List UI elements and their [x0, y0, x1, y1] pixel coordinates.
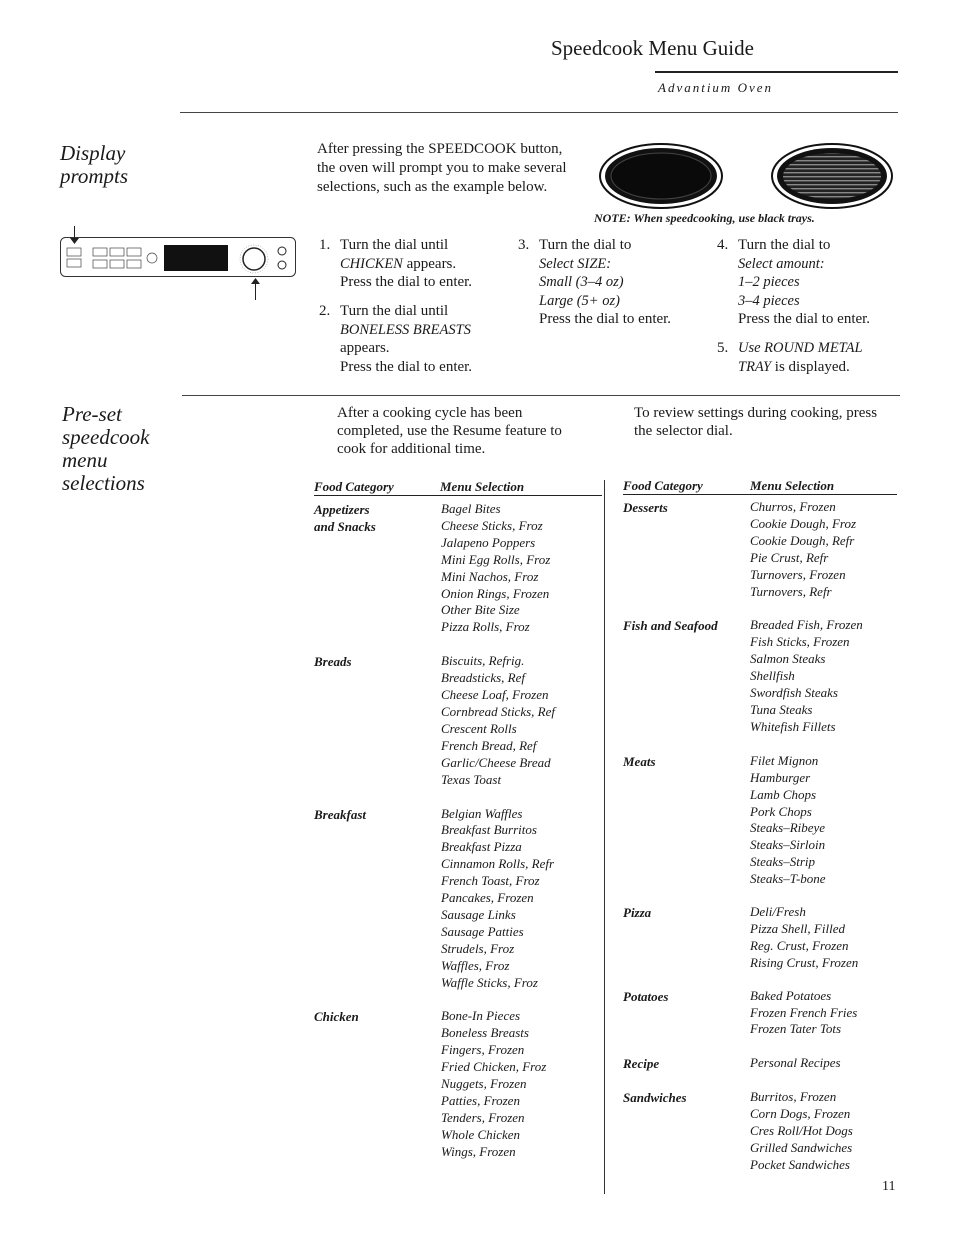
step-3: [518, 236, 708, 329]
step-number: 2.: [319, 303, 331, 319]
grooved-tray-icon: [770, 142, 894, 210]
menu-selection-item: Texas Toast: [441, 771, 502, 787]
food-category: Recipe: [623, 1056, 660, 1072]
menu-selection-item: Steaks–Strip: [750, 854, 815, 870]
menu-selection-item: Tuna Steaks: [750, 701, 813, 717]
tray-note: NOTE: When speedcooking, use black trays.: [594, 211, 815, 225]
menu-selection-list: [750, 1089, 853, 1174]
menu-selection-item: Frozen French Fries: [750, 1004, 858, 1020]
step-display-text: Select SIZE:: [539, 255, 612, 272]
menu-group: [623, 1055, 898, 1072]
menu-selection-item: Cookie Dough, Refr: [750, 532, 855, 548]
menu-group: [623, 753, 898, 888]
food-category: Chicken: [314, 1009, 359, 1025]
menu-selection-item: Whole Chicken: [441, 1126, 521, 1142]
menu-selection-item: Cheese Sticks, Froz: [441, 517, 543, 533]
page-title: Speedcook Menu Guide: [551, 36, 754, 60]
menu-selection-item: Salmon Steaks: [750, 651, 826, 667]
menu-selection-item: Other Bite Size: [441, 602, 520, 618]
solid-tray-icon: [598, 142, 724, 210]
menu-selection-item: Steaks–Sirloin: [750, 837, 826, 853]
header-rule: [623, 494, 897, 495]
menu-selection-item: Steaks–T-bone: [750, 871, 826, 887]
food-category: Potatoes: [623, 988, 669, 1004]
menu-selection-item: Swordfish Steaks: [750, 685, 838, 701]
food-category: Sandwiches: [623, 1090, 687, 1106]
menu-selection-list: [750, 988, 857, 1039]
menu-selection-item: Lamb Chops: [750, 786, 817, 802]
heading-line: Display: [60, 141, 126, 165]
step-text: Press the dial to enter.: [539, 311, 672, 327]
menu-selection-item: Baked Potatoes: [750, 987, 832, 1003]
menu-selection-item: Wings, Frozen: [441, 1143, 516, 1159]
menu-selection-item: Pocket Sandwiches: [750, 1157, 850, 1172]
menu-selection-item: Nuggets, Frozen: [441, 1076, 527, 1092]
menu-selection-item: Hamburger: [750, 769, 811, 785]
menu-group: [623, 1089, 898, 1174]
step-4: [717, 236, 907, 329]
menu-selection-list: [441, 806, 554, 992]
menu-selection-list: [750, 617, 863, 735]
food-category: Fish and Seafood: [623, 618, 718, 634]
control-panel-illustration: [60, 237, 296, 277]
food-category: Appetizers and Snacks: [314, 502, 376, 534]
food-category: Meats: [623, 753, 656, 769]
menu-selection-item: French Toast, Froz: [441, 873, 540, 889]
col-header-menu-selection: Menu Selection: [750, 478, 835, 493]
display-prompts-heading: [60, 142, 128, 188]
menu-group: [314, 653, 604, 788]
menu-selection-item: Mini Nachos, Froz: [441, 568, 539, 584]
menu-selection-item: Filet Mignon: [750, 752, 819, 768]
col-header-food-category: Food Category: [314, 479, 394, 494]
menu-selection-item: Turnovers, Refr: [750, 583, 832, 599]
menu-group: [623, 904, 898, 972]
step-display-text: TRAY: [738, 358, 772, 375]
step-display-text: CHICKEN: [340, 255, 403, 272]
menu-selection-item: Pizza Shell, Filled: [750, 920, 845, 936]
menu-group: [314, 1008, 604, 1160]
header-rule: [314, 495, 602, 496]
menu-selection-item: Bagel Bites: [441, 501, 501, 516]
step-display-text: Large (5+ oz): [539, 292, 620, 309]
menu-selection-item: Garlic/Cheese Bread: [441, 754, 551, 770]
step-2: [319, 302, 509, 376]
title-rule: [655, 71, 898, 73]
menu-table-left: [314, 501, 604, 1161]
menu-selection-item: Pie Crust, Refr: [750, 549, 829, 565]
menu-group: [623, 617, 898, 735]
menu-selection-item: Biscuits, Refrig.: [441, 653, 525, 669]
menu-selection-item: Cinnamon Rolls, Refr: [441, 856, 555, 872]
menu-selection-item: Waffles, Froz: [441, 957, 510, 973]
menu-selection-item: Rising Crust, Frozen: [750, 954, 859, 970]
section-divider: [182, 395, 900, 396]
step-text: is displayed.: [771, 358, 850, 375]
menu-selection-item: Strudels, Froz: [441, 940, 515, 956]
menu-selection-item: Cheese Loaf, Frozen: [441, 687, 549, 703]
menu-selection-item: Sausage Patties: [441, 923, 524, 939]
step-display-text: 3–4 pieces: [738, 292, 800, 309]
step-text: Turn the dial to: [539, 237, 632, 253]
menu-selection-item: Cres Roll/Hot Dogs: [750, 1123, 853, 1139]
food-category: Breakfast: [314, 806, 366, 822]
menu-selection-item: Frozen Tater Tots: [750, 1021, 842, 1037]
heading-line: selections: [62, 471, 145, 495]
menu-selection-item: Patties, Frozen: [441, 1093, 520, 1108]
review-note: To review settings during cooking, press the selector dial.: [634, 405, 878, 439]
menu-selection-item: Fish Sticks, Frozen: [750, 634, 850, 650]
arrowhead-up-icon: [251, 278, 260, 284]
menu-selection-item: Belgian Waffles: [441, 805, 523, 821]
menu-selection-list: [750, 753, 826, 888]
menu-selection-item: Personal Recipes: [750, 1055, 841, 1071]
menu-selection-item: Turnovers, Frozen: [750, 566, 846, 582]
menu-selection-list: [441, 1008, 546, 1160]
menu-selection-list: [750, 499, 856, 600]
menu-selection-item: Deli/Fresh: [750, 904, 806, 920]
step-number: 3.: [518, 237, 530, 253]
step-display-text: Use ROUND METAL: [738, 340, 863, 356]
menu-selection-list: [750, 1055, 841, 1072]
menu-group: [623, 499, 898, 600]
step-text: Press the dial to enter.: [340, 274, 473, 290]
step-display-text: 1–2 pieces: [738, 274, 800, 290]
menu-selection-item: Onion Rings, Frozen: [441, 585, 550, 601]
heading-line: speedcook: [62, 425, 150, 449]
menu-selection-item: Pancakes, Frozen: [441, 890, 534, 906]
column-divider: [604, 480, 605, 1194]
step-text: Turn the dial until: [340, 303, 449, 319]
menu-selection-item: Pizza Rolls, Froz: [441, 619, 530, 635]
col-header-food-category: Food Category: [623, 478, 703, 493]
heading-line: Pre-set: [62, 402, 122, 426]
step-5: [717, 339, 907, 376]
menu-selection-item: Sausage Links: [441, 906, 516, 922]
menu-selection-item: Breakfast Burritos: [441, 822, 537, 838]
menu-table-right: [623, 499, 898, 1174]
step-display-text: Small (3–4 oz): [539, 274, 624, 290]
step-1: [319, 236, 509, 292]
menu-selection-item: Crescent Rolls: [441, 720, 517, 736]
menu-selection-list: [441, 501, 550, 636]
step-number: 4.: [717, 237, 729, 253]
step-text: Turn the dial until: [340, 237, 449, 253]
step-number: 5.: [717, 340, 729, 356]
menu-selection-item: Mini Egg Rolls, Froz: [441, 551, 551, 567]
menu-selection-item: Burritos, Frozen: [750, 1089, 837, 1105]
col-header-menu-selection: Menu Selection: [440, 479, 525, 494]
menu-selection-item: French Bread, Ref: [441, 737, 537, 753]
arrow-up-icon: [255, 282, 256, 300]
menu-selection-item: Boneless Breasts: [441, 1025, 529, 1041]
arrowhead-down-icon: [70, 238, 79, 244]
menu-selection-item: Cornbread Sticks, Ref: [441, 703, 555, 719]
menu-selection-item: Breakfast Pizza: [441, 839, 522, 855]
menu-selection-item: Breaded Fish, Frozen: [750, 617, 863, 633]
menu-selection-item: Fried Chicken, Froz: [441, 1059, 547, 1075]
menu-selection-item: Corn Dogs, Frozen: [750, 1106, 851, 1122]
step-display-text: BONELESS BREASTS: [340, 321, 471, 338]
menu-selection-item: Pork Chops: [750, 803, 812, 819]
food-category: Pizza: [623, 905, 652, 921]
menu-selection-list: [441, 653, 555, 788]
food-category: Breads: [314, 654, 352, 670]
page-subtitle: Advantium Oven: [658, 80, 774, 95]
menu-selection-item: Cookie Dough, Froz: [750, 515, 857, 531]
food-category: Desserts: [623, 500, 668, 515]
heading-line: prompts: [60, 164, 129, 188]
step-text: Press the dial to enter.: [738, 311, 871, 327]
step-display-text: Select amount:: [738, 255, 825, 272]
section-divider: [180, 112, 898, 113]
preset-menu-heading: [62, 403, 149, 495]
step-text: appears.: [402, 255, 457, 272]
menu-group: [623, 988, 898, 1039]
menu-selection-list: [750, 904, 858, 972]
step-number: 1.: [319, 237, 331, 253]
page-number: 11: [882, 1179, 896, 1194]
control-panel-icon: [60, 237, 296, 277]
menu-selection-item: Shellfish: [750, 668, 795, 684]
menu-selection-item: Steaks–Ribeye: [750, 820, 826, 836]
menu-selection-item: Grilled Sandwiches: [750, 1140, 853, 1156]
menu-selection-item: Fingers, Frozen: [441, 1042, 525, 1058]
display-prompts-intro: After pressing the SPEEDCOOK button, the oven will prompt you to make several selections, such as the example below.: [317, 141, 567, 195]
step-text: appears.: [340, 340, 390, 356]
resume-note: After a cooking cycle has been completed, use the Resume feature to cook for additional time.: [337, 405, 562, 457]
menu-selection-item: Waffle Sticks, Froz: [441, 974, 538, 990]
menu-group: [314, 806, 604, 992]
menu-group: [314, 501, 604, 636]
step-text: Press the dial to enter.: [340, 358, 473, 375]
menu-selection-item: Churros, Frozen: [750, 499, 836, 514]
menu-selection-item: Tenders, Frozen: [441, 1109, 525, 1125]
menu-selection-item: Breadsticks, Ref: [441, 670, 525, 686]
menu-selection-item: Jalapeno Poppers: [441, 534, 536, 550]
step-text: Turn the dial to: [738, 237, 831, 253]
menu-selection-item: Reg. Crust, Frozen: [750, 937, 849, 953]
menu-selection-item: Whitefish Fillets: [750, 718, 836, 734]
heading-line: menu: [62, 448, 108, 472]
menu-selection-item: Bone-In Pieces: [441, 1008, 521, 1024]
